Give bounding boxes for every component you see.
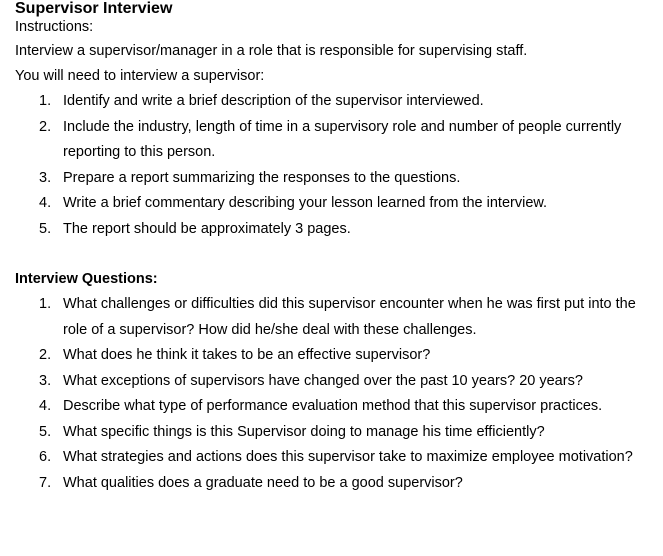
list-item-text: What exceptions of supervisors have changed over the past 10 years? 20 years?: [63, 372, 583, 389]
list-item-number: 4.: [39, 195, 52, 211]
list-item: [15, 89, 638, 115]
list-item: [15, 115, 638, 166]
list-item-number: 5.: [39, 423, 52, 440]
list-item-number: 1.: [39, 296, 52, 312]
list-item-text: What specific things is this Supervisor doing to manage his time efficiently?: [63, 423, 545, 440]
intro-paragraph: Interview a supervisor/manager in a role that is responsible for supervising staff.: [15, 43, 528, 59]
instruction-steps-list: [15, 89, 663, 242]
list-item: [15, 343, 638, 369]
instructions-label: Instructions:: [15, 19, 94, 35]
list-item: [15, 394, 638, 420]
list-item: [15, 369, 638, 395]
list-item: [15, 292, 638, 343]
list-item-text: Identify and write a brief description of the supervisor interviewed.: [63, 93, 484, 109]
list-item-number: 1.: [39, 93, 52, 109]
list-item-number: 3.: [39, 372, 52, 389]
list-item-text: What strategies and actions does this supervisor take to maximize employee motivation?: [63, 449, 633, 465]
list-item-number: 3.: [39, 169, 52, 186]
list-item: [15, 166, 638, 192]
list-item-text: The report should be approximately 3 pages.: [63, 220, 351, 237]
lead-in-paragraph: You will need to interview a supervisor:: [15, 68, 265, 84]
list-item-text: Describe what type of performance evaluation method that this supervisor practices.: [63, 398, 603, 414]
list-item: [15, 420, 638, 446]
list-item-number: 2.: [39, 347, 52, 363]
list-item-text: Prepare a report summarizing the responses to the questions.: [63, 169, 461, 186]
list-item-text: What qualities does a graduate need to be a good supervisor?: [63, 474, 463, 491]
list-item-text: What does he think it takes to be an effective supervisor?: [63, 347, 431, 363]
list-item-number: 6.: [39, 449, 52, 465]
list-item: [15, 191, 638, 217]
list-item: [15, 445, 638, 471]
list-item-text: Include the industry, length of time in a supervisory role and number of people currently reporting to this person.: [63, 118, 622, 160]
list-item: [15, 471, 638, 497]
list-item-text: Write a brief commentary describing your lesson learned from the interview.: [63, 195, 548, 211]
interview-questions-list: [15, 292, 663, 496]
list-item-number: 2.: [39, 118, 52, 135]
list-item: [15, 217, 638, 243]
list-item-number: 4.: [39, 398, 52, 414]
list-item-text: What challenges or difficulties did this supervisor encounter when he was first put into the role of a supervisor? How did he/she deal with these challenges.: [63, 296, 636, 338]
list-item-number: 7.: [39, 474, 52, 491]
document-title: Supervisor Interview: [15, 0, 173, 17]
list-item-number: 5.: [39, 220, 52, 237]
interview-questions-heading: Interview Questions:: [15, 271, 158, 287]
